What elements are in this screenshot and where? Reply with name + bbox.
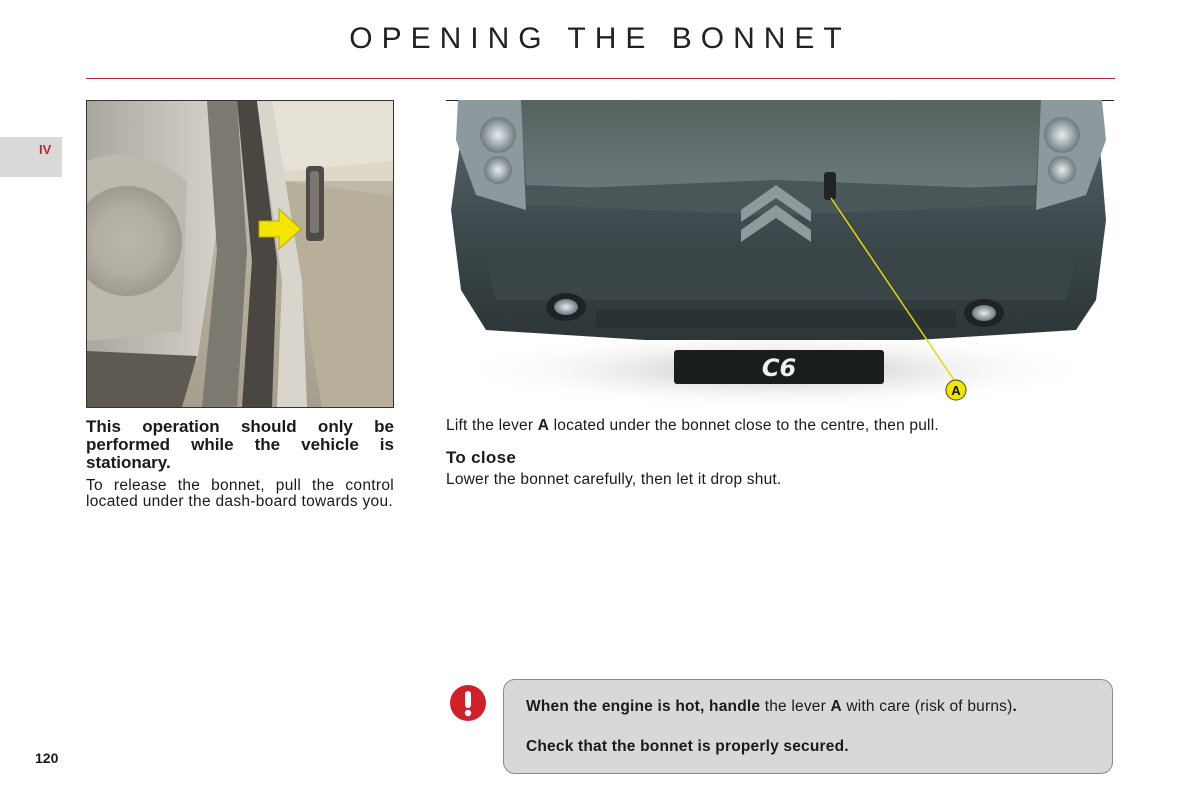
car-front-photo [446,100,1114,408]
warning-text-1 [526,699,1096,715]
release-instructions: To release the bonnet, pull the control located under the dash-board towards you. [86,477,394,510]
warning-span-2: with care (risk of burns) [841,698,1013,715]
bonnet-release-photo [86,100,394,408]
callout-a [946,380,966,400]
warning-box [503,679,1113,774]
lift-lever-instructions [446,417,1114,435]
exclamation-icon [449,684,487,722]
callout-a-label: A [951,383,961,398]
warning-text-2: Check that the bonnet is properly secured. [526,738,849,755]
lift-text-1: Lift the lever [446,417,538,434]
page-number: 120 [35,750,59,766]
to-close-heading: To close [446,448,517,467]
chapter-label: IV [39,142,52,157]
lift-text-2: located under the bonnet close to the centre, then pull. [549,417,939,434]
close-instructions: Lower the bonnet carefully, then let it drop shut. [446,471,782,488]
chapter-tab [0,137,62,177]
warning-lever: A [830,698,842,715]
warning-period: . [1012,698,1017,715]
page-title: OPENING THE BONNET [349,22,851,55]
lever-label: A [537,417,550,434]
safety-heading: This operation should only be performed while the vehicle is stationary. [86,417,394,472]
svg-text:C6: C6 [761,354,797,382]
warning-bold-1: When the engine is hot, handle [526,698,761,715]
header-rule [86,78,1115,79]
warning-span-1: the lever [760,698,831,715]
